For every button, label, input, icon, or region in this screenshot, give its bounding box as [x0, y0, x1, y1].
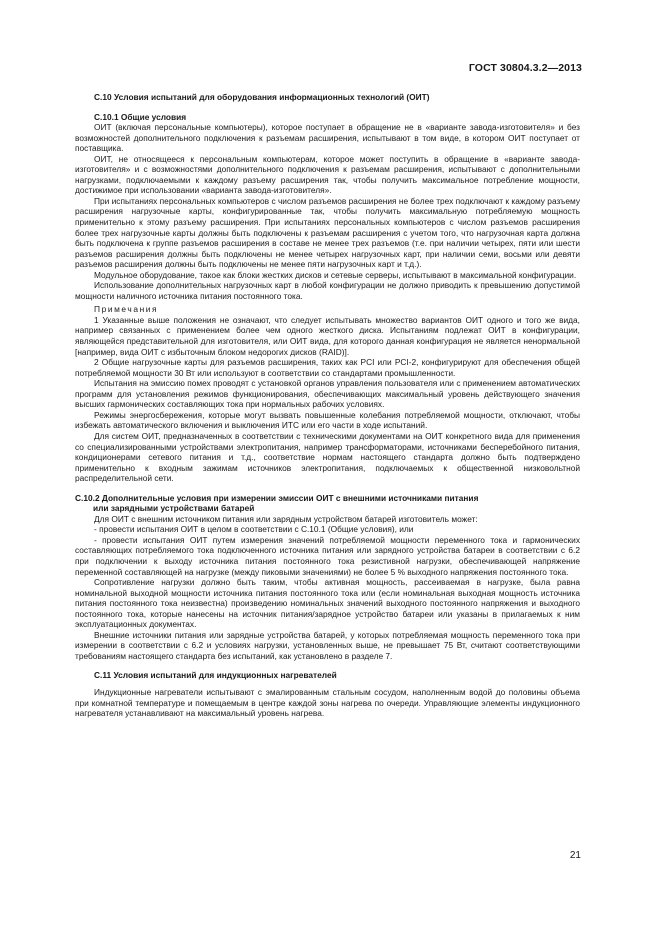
- c10-2-paragraph-1: Сопротивление нагрузки должно быть таким, чтобы активная мощность, рассеиваемая в нагрузке, была равна номинальной выходной мощности источника питания постоянного тока или (если номинальная выходная мощность источника питания постоянного тока неизвестна) произведению номинальных значений выходного постоянного напряжения и выходного постоянного тока, которые нанесены на источник питания/зарядное устройство батареи или указаны в прилагаемых к ним эксплуатационных документах.: [75, 577, 580, 630]
- page-content: [75, 92, 580, 719]
- section-c10-2-title-line1: С.10.2 Дополнительные условия при измерении эмиссии ОИТ с внешними источниками питания: [75, 492, 479, 503]
- note-paragraph-3: Испытания на эмиссию помех проводят с установкой органов управления пользователя или с применением автоматических программ для установления режимов функционирования, обеспечивающих максимальный уровень действующего значения высших гармонических составляющих тока при нормальных рабочих условиях.: [75, 378, 580, 410]
- section-c10-1-title: С.10.1 Общие условия: [94, 111, 187, 122]
- note-1: 1 Указанные выше положения не означают, что следует испытывать множество вариантов ОИТ одного и того же вида, например связанных с применением более чем одного жесткого диска. Испытаниям подлежат ОИТ в конфигурации, являющейся представительной для изготовителя, или ОИТ вида, для которого данная конфигурация не является ненормальной [например, вида ОИТ с избыточным блоком недорогих дисков (RAID)].: [75, 314, 580, 357]
- section-c10-2-title: [75, 493, 580, 514]
- c10-1-paragraph-4: Модульное оборудование, такое как блоки жестких дисков и сетевые серверы, испытывают в максимальной конфигурации.: [94, 269, 577, 280]
- c10-2-paragraph-2: Внешние источники питания или зарядные устройства батарей, у которых потребляемая мощность переменного тока при измерении в соответствии с 6.2 и условиях нагрузки, установленных выше, не превышает 75 Вт, считают соответствующими требованиям настоящего стандарта без испытаний, как установлено в разделе 7.: [75, 629, 580, 661]
- c10-2-item-2: - провести испытания ОИТ путем измерения значений потребляемой мощности переменного тока и гармонических составляющих потребляемого тока подключенного источника питания или зарядного устройства батареи в соответствии с 6.2 при подключении к выходу источника питания постоянного тока резистивной нагрузки, обеспечивающей напряжение переменной составляющей на нагрузке (между пиковыми значениями) не более 5 % выходного напряжения постоянного тока.: [75, 534, 580, 577]
- standard-code: ГОСТ 30804.3.2—2013: [468, 62, 582, 74]
- note-paragraph-5: Для систем ОИТ, предназначенных в соответствии с техническими документами на ОИТ конкретного вида для применения со специализированными устройствами электропитания, например трансформаторами, источниками бесперебойного питания, кондиционерами сетевого питания и т.д., соответствие нормам настоящего стандарта должно быть подтверждено применительно к входным зажимам источников электропитания, подключаемых к общественной низковольтной распределительной сети.: [75, 430, 580, 484]
- section-c11-title: С.11 Условия испытаний для индукционных нагревателей: [94, 670, 337, 681]
- c10-2-item-1: - провести испытания ОИТ в целом в соответствии с С.10.1 (Общие условия), или: [94, 524, 414, 535]
- note-paragraph-4: Режимы энергосбережения, которые могут вызвать повышенные колебания потребляемой мощности, отключают, чтобы избежать автоматического включения и выключения ИТС или его части в ходе испытаний.: [75, 409, 580, 431]
- c10-2-intro: Для ОИТ с внешним источником питания или зарядным устройством батарей изготовитель может:: [94, 513, 478, 524]
- c10-1-paragraph-2: ОИТ, не относящееся к персональным компьютерам, которое может поступить в обращение в «варианте завода-изготовителя» и с возможностями дополнительного подключения к разъемам расширения, испытывают с дополнительными нагрузками, подключаемыми к каждому разъему расширения так, чтобы получить максимальное потребление мощности, достижимое при использовании «варианта завода-изготовителя».: [75, 153, 580, 196]
- note-2: 2 Общие нагрузочные карты для разъемов расширения, таких как PCI или PCI-2, конфигурируют для обеспечения общей потребляемой мощности 30 Вт или используют в соответствии со стандартами промышленности.: [75, 357, 580, 378]
- c10-1-paragraph-1: ОИТ (включая персональные компьютеры), которое поступает в обращение не в «варианте завода-изготовителя» и без возможностей дополнительного подключения к разъемам расширения, испытывают в том виде, в котором ОИТ поступает от поставщика.: [75, 122, 580, 154]
- page-number: 21: [569, 850, 581, 861]
- section-c10-title: С.10 Условия испытаний для оборудования информационных технологий (ОИТ): [94, 92, 430, 102]
- section-c10-2-title-line2: или зарядными устройствами батарей: [93, 503, 255, 514]
- notes-label: Примечания: [94, 304, 159, 315]
- c10-1-paragraph-3: При испытаниях персональных компьютеров с числом разъемов расширения не более трех подключают к каждому разъему расширения нагрузочные карты, конфигурированные так, чтобы получить максимальную потребляемую мощность применительно к этому разъему расширения. При испытаниях персональных компьютеров с числом разъемов расширения более трех нагрузочные карты должны быть подключены к разъемам расширения с учетом того, что нагрузочная карта должна быть подключена к группе разъемов расширения в составе не менее трех разъемов (т.е. при наличии четырех, пяти или шести разъемов расширения должны быть подключены не менее четырех нагрузочных карт, при наличии семи, восьми или девяти разъемов расширения должны быть подключены не менее пяти нагрузочных карт и т.д.).: [75, 195, 580, 270]
- c10-1-paragraph-5: Использование дополнительных нагрузочных карт в любой конфигурации не должно приводить к превышению допустимой мощности наличного источника питания постоянного тока.: [75, 280, 580, 301]
- c11-paragraph: Индукционные нагреватели испытывают с эмалированным стальным сосудом, наполненным водой до половины объема при комнатной температуре и помещаемым в центре каждой зоны нагрева по очереди. Управляющие элементы индукционного нагревателя устанавливают на максимальный уровень нагрева.: [75, 686, 580, 719]
